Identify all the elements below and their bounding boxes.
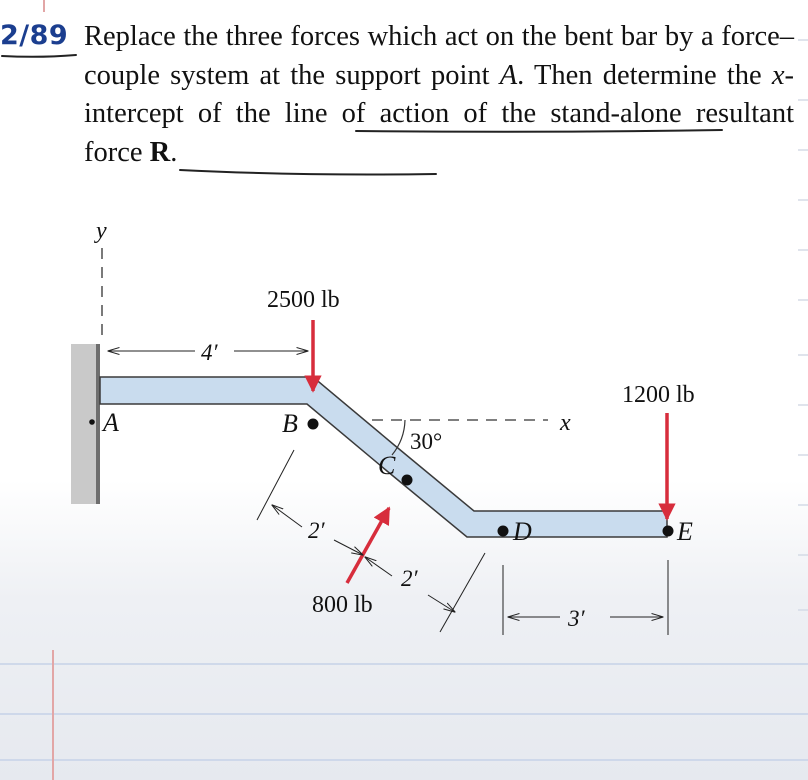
- statement-part-1: Replace the three forces which act on the bent bar by a force–couple system at the support point: [84, 21, 794, 91]
- force-arrow-c: [347, 508, 389, 583]
- point-a-dot: [89, 419, 95, 425]
- statement-x-variable: x: [771, 59, 785, 91]
- angle-label: 30°: [410, 429, 443, 454]
- statement-part-4: .: [170, 136, 178, 168]
- force-label-b: 2500 lb: [267, 287, 340, 313]
- statement-point-a: A: [499, 59, 518, 91]
- point-b-label: B: [282, 409, 298, 438]
- dim-extension-b: [257, 450, 294, 520]
- point-e-dot: [663, 526, 674, 537]
- statement-part-2: . Then determine the: [517, 59, 772, 91]
- wall-support: [71, 344, 99, 504]
- statement-resultant-r: R: [149, 136, 171, 168]
- dim-label-4ft: 4′: [201, 340, 218, 365]
- statement-part-3: -intercept of the line of action of the stand-alone resultant force: [84, 59, 794, 168]
- point-c-label: C: [378, 451, 396, 480]
- dim-label-bc: 2′: [308, 518, 325, 543]
- point-e-label: E: [677, 517, 693, 546]
- force-label-e: 1200 lb: [622, 382, 695, 408]
- dim-line-bc-upper: [272, 505, 302, 527]
- x-axis-label: x: [560, 410, 571, 436]
- point-d-dot: [498, 526, 509, 537]
- dim-line-cd-upper: [365, 557, 392, 576]
- dim-extension-d: [440, 553, 485, 632]
- annotation-underlines: [2, 55, 722, 175]
- force-label-c: 800 lb: [312, 592, 373, 618]
- wall-edge: [96, 344, 100, 504]
- dim-line-cd-lower: [428, 595, 455, 612]
- dim-line-bc-lower: [334, 540, 363, 555]
- point-c-dot: [402, 475, 413, 486]
- dim-label-cd: 2′: [401, 566, 418, 591]
- point-a-label: A: [103, 408, 119, 437]
- problem-number: 2/89: [0, 20, 69, 51]
- dim-label-de: 3′: [568, 606, 585, 631]
- point-b-dot: [308, 419, 319, 430]
- point-d-label: D: [513, 517, 532, 546]
- y-axis-label: y: [96, 218, 107, 244]
